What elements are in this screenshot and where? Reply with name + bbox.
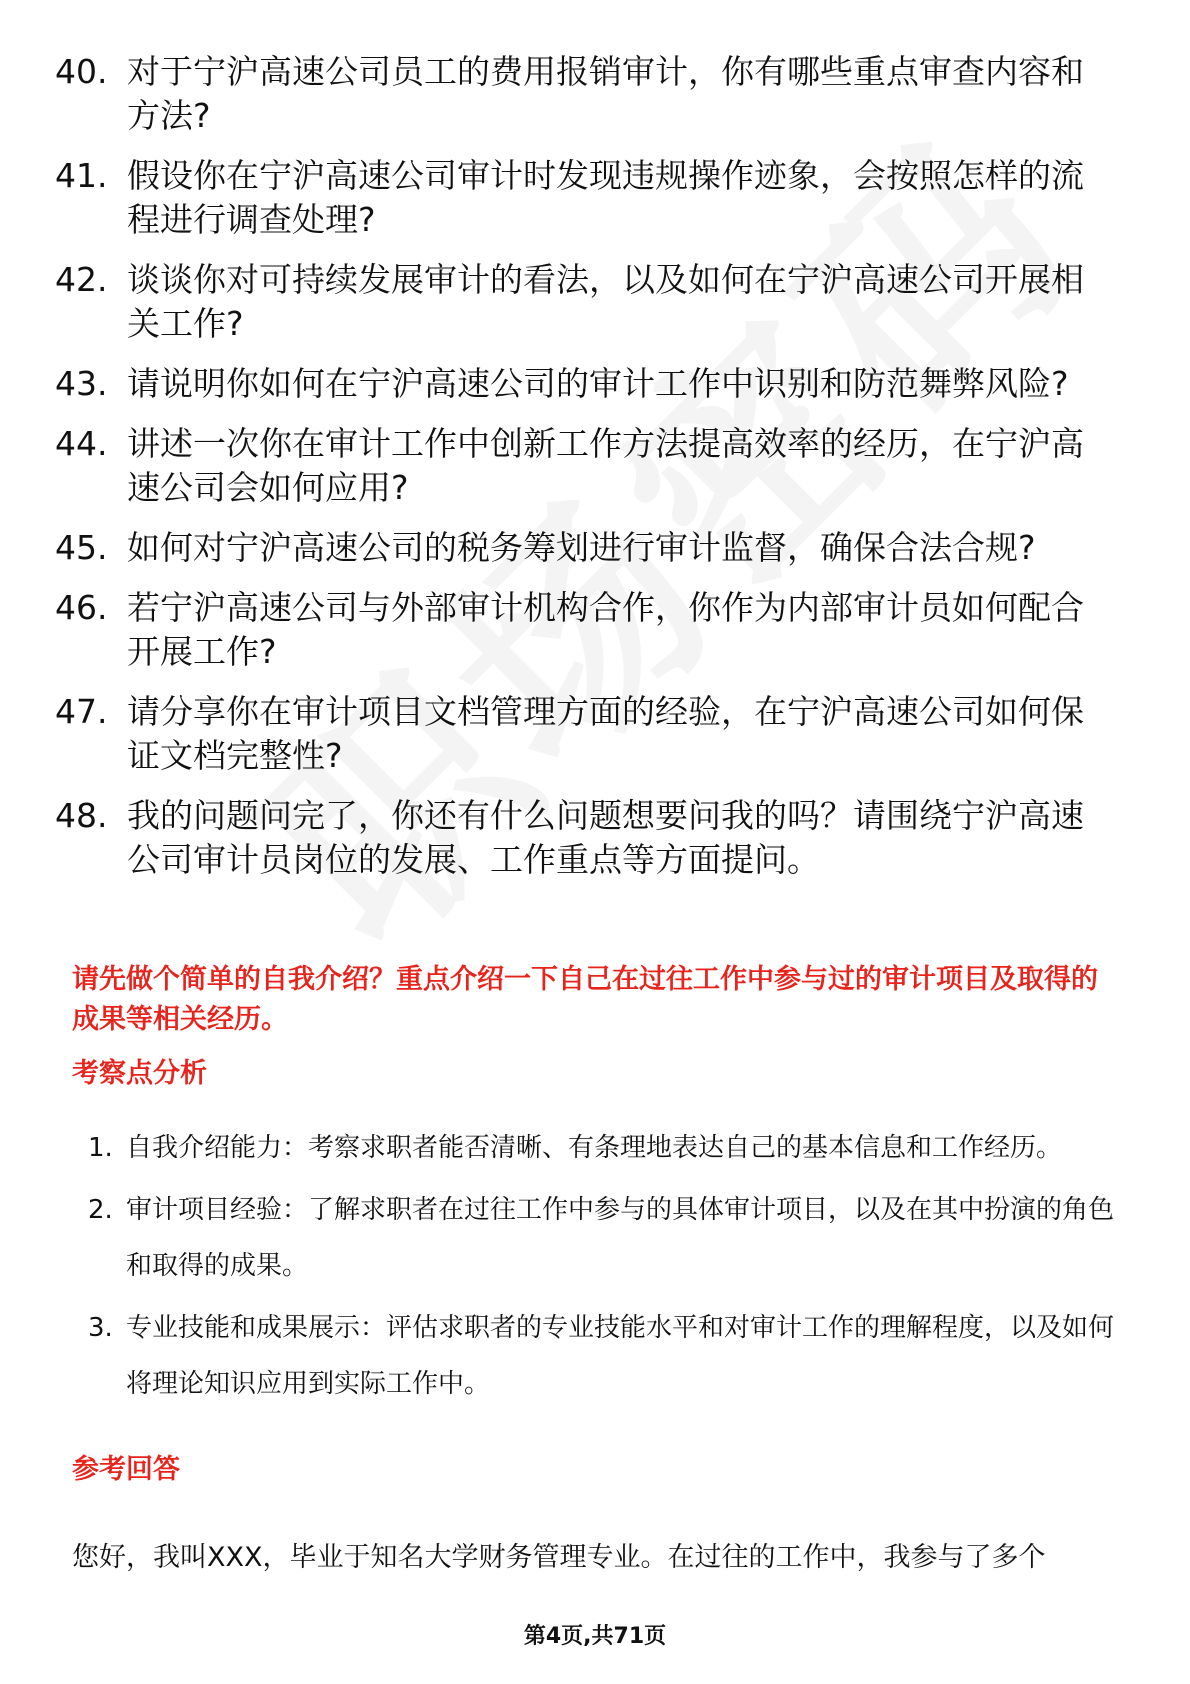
question-number: 43. — [55, 364, 108, 403]
analysis-title: 考察点分析 — [72, 1058, 207, 1089]
question-number: 45. — [55, 528, 108, 567]
question-text: 假设你在宁沪高速公司审计时发现违规操作迹象，会按照怎样的流程进行调查处理? — [127, 156, 1084, 239]
question-number: 42. — [55, 260, 108, 299]
analysis-text: 专业技能和成果展示：评估求职者的专业技能水平和对审计工作的理解程度，以及如何将理论知识应用到实际工作中。 — [126, 1313, 1115, 1399]
analysis-number: 3. — [88, 1313, 113, 1343]
question-list — [55, 50, 1115, 898]
list-item — [55, 422, 1115, 510]
analysis-number: 2. — [88, 1195, 113, 1225]
question-number: 47. — [55, 692, 108, 731]
list-item — [55, 526, 1115, 570]
question-number: 44. — [55, 424, 108, 463]
question-text: 若宁沪高速公司与外部审计机构合作，你作为内部审计员如何配合开展工作? — [127, 588, 1084, 671]
question-text: 请分享你在审计项目文档管理方面的经验，在宁沪高速公司如何保证文档完整性? — [127, 692, 1084, 775]
analysis-list — [88, 1120, 1118, 1418]
question-text: 讲述一次你在审计工作中创新工作方法提高效率的经历，在宁沪高速公司会如何应用? — [127, 424, 1084, 507]
question-text: 如何对宁沪高速公司的税务筹划进行审计监督，确保合法合规? — [127, 528, 1036, 567]
list-item — [88, 1120, 1118, 1176]
question-text: 请说明你如何在宁沪高速公司的审计工作中识别和防范舞弊风险? — [127, 364, 1069, 403]
list-item — [55, 50, 1115, 138]
list-item — [88, 1182, 1118, 1294]
analysis-number: 1. — [88, 1133, 113, 1163]
analysis-text: 自我介绍能力：考察求职者能否清晰、有条理地表达自己的基本信息和工作经历。 — [126, 1133, 1063, 1163]
reference-title: 参考回答 — [72, 1454, 180, 1485]
list-item — [55, 154, 1115, 242]
question-text: 对于宁沪高速公司员工的费用报销审计，你有哪些重点审查内容和方法? — [127, 52, 1084, 135]
question-text: 我的问题问完了，你还有什么问题想要问我的吗？请围绕宁沪高速公司审计员岗位的发展、工作重点等方面提问。 — [127, 796, 1084, 879]
question-number: 46. — [55, 588, 108, 627]
reference-answer: 您好，我叫XXX，毕业于知名大学财务管理专业。在过往的工作中，我参与了多个 — [72, 1542, 1046, 1573]
analysis-text: 审计项目经验：了解求职者在过往工作中参与的具体审计项目，以及在其中扮演的角色和取得的成果。 — [126, 1195, 1115, 1281]
question-number: 40. — [55, 52, 108, 91]
page-footer: 第4页,共71页 — [523, 1624, 667, 1649]
question-number: 48. — [55, 796, 108, 835]
highlight-question: 请先做个简单的自我介绍？重点介绍一下自己在过往工作中参与过的审计项目及取得的成果等相关经历。 — [72, 964, 1098, 1035]
list-item — [55, 258, 1115, 346]
list-item — [55, 362, 1115, 406]
question-text: 谈谈你对可持续发展审计的看法，以及如何在宁沪高速公司开展相关工作? — [127, 260, 1084, 343]
list-item — [55, 794, 1115, 882]
list-item — [88, 1300, 1118, 1412]
question-number: 41. — [55, 156, 108, 195]
list-item — [55, 586, 1115, 674]
list-item — [55, 690, 1115, 778]
